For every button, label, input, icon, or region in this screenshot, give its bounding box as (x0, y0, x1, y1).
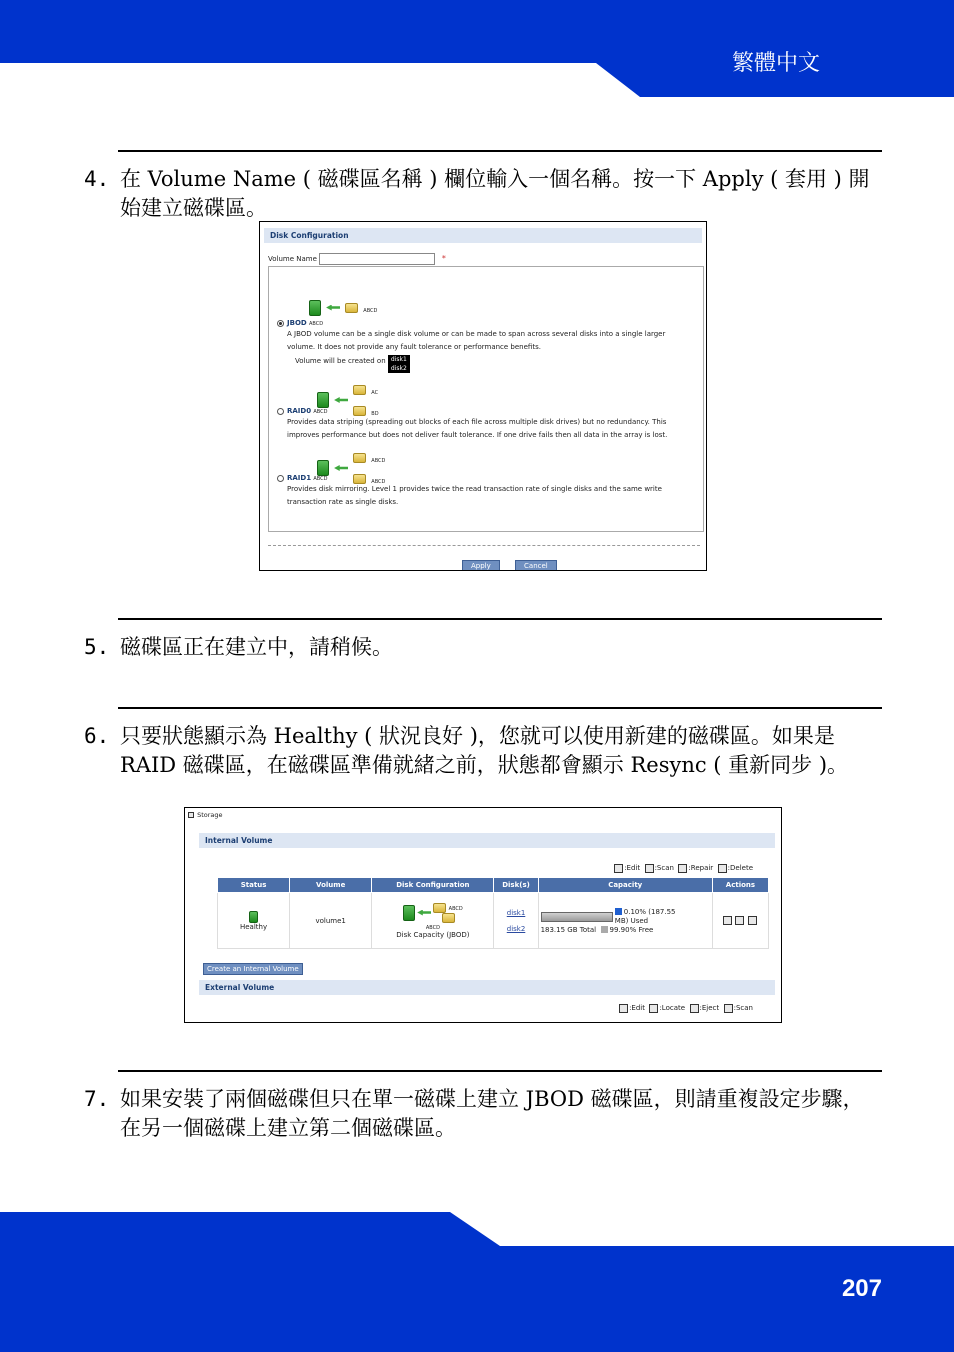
raid0-radio[interactable] (277, 408, 284, 415)
disk-label: ABCD (371, 479, 386, 485)
arrow-left-icon (334, 465, 348, 471)
legend-eject: :Eject (699, 1004, 720, 1012)
option-name: RAID1 (287, 474, 312, 482)
storage-screenshot (184, 807, 782, 1023)
description-line: Provides data striping (spreading out blocks of each file across multiple disk drives) but no redundancy. This (287, 418, 667, 426)
volume-icon (309, 300, 321, 316)
raid0-description (287, 416, 667, 442)
disk1-link[interactable]: disk1 (506, 908, 526, 917)
legend-edit: :Edit (629, 1004, 645, 1012)
raid1-description (287, 483, 662, 509)
step-number: 5. (84, 635, 110, 659)
language-label: 繁體中文 (731, 51, 820, 76)
repair-icon (678, 864, 687, 873)
legend-locate: :Locate (659, 1004, 686, 1012)
description-line: Provides disk mirroring. Level 1 provides twice the read transaction rate of single disks and the same write (287, 485, 662, 493)
step-number: 6. (84, 724, 110, 748)
raid1-radio[interactable] (277, 475, 284, 482)
disk2-link[interactable]: disk2 (506, 924, 526, 933)
disk-label: BD (371, 411, 379, 417)
legend-repair: :Repair (688, 864, 714, 872)
disk-label: ABCD (308, 321, 324, 327)
legend-edit: :Edit (624, 864, 641, 872)
actions-cell (712, 893, 768, 949)
scan-icon (724, 1004, 733, 1013)
edit-icon[interactable] (723, 916, 732, 925)
footer-band (0, 1210, 954, 1352)
created-on-label: Volume will be created on (295, 357, 386, 365)
capacity-cell (538, 893, 712, 949)
step-7 (84, 1085, 884, 1143)
page-number: 207 (841, 1275, 882, 1302)
disk-list-item[interactable]: disk2 (390, 365, 407, 372)
section-divider (118, 150, 882, 152)
description-line: improves performance but does not deliver fault tolerance. If one drive fails then all data in the array is lost. (287, 431, 668, 439)
locate-icon (649, 1004, 658, 1013)
internal-volume-title: Internal Volume (199, 833, 775, 848)
raid-options-box (268, 266, 704, 532)
description-line: A JBOD volume can be a single disk volume or can be made to span across several disks into a single larger (287, 330, 666, 338)
volume-name-row (268, 252, 446, 266)
table-header-row (218, 878, 769, 893)
panel-title: Disk Configuration (264, 228, 702, 243)
column-header: Capacity (538, 878, 712, 893)
step-5 (84, 633, 884, 662)
apply-button[interactable]: Apply (462, 560, 500, 571)
create-volume-row (203, 956, 303, 975)
disk-list[interactable] (388, 355, 410, 373)
step-number: 4. (84, 167, 110, 191)
window-title: Storage (197, 811, 223, 819)
disk-icon (345, 303, 358, 313)
disk-stack (433, 903, 462, 923)
arrow-left-icon (334, 397, 348, 403)
option-name: RAID0 (287, 407, 312, 415)
step-number: 7. (84, 1087, 110, 1111)
form-buttons (462, 553, 557, 571)
option-name: JBOD (287, 319, 307, 327)
disk-label: ABCD (363, 308, 378, 314)
total-text: 183.15 GB Total (540, 925, 597, 934)
jbod-description (287, 328, 665, 354)
healthy-volume-icon (249, 911, 258, 923)
legend-scan: :Scan (733, 1004, 753, 1012)
step-text: 在 Volume Name ( 磁碟區名稱 ) 欄位輸入一個名稱。按一下 Apply ( 套用 ) 開始建立磁碟區。 (120, 167, 870, 220)
cancel-button[interactable]: Cancel (515, 560, 557, 571)
edit-icon (614, 864, 623, 873)
delete-icon (718, 864, 727, 873)
grid-icon (188, 812, 194, 818)
column-header: Actions (712, 878, 768, 893)
disk-label: ABCD (425, 924, 440, 931)
disk-list-item[interactable]: disk1 (390, 356, 407, 363)
column-header: Volume (290, 878, 372, 893)
edit-icon (619, 1004, 628, 1013)
step-text: 只要狀態顯示為 Healthy ( 狀況良好 )，您就可以使用新建的磁碟區。如果是 RAID 磁碟區，在磁碟區準備就緒之前，狀態都會顯示 Resync ( 重新同步 )。 (120, 724, 849, 777)
arrow-left-icon (326, 305, 340, 311)
disk-label: ABCD (448, 905, 463, 912)
section-divider (118, 1070, 882, 1072)
striped-disks (353, 379, 378, 421)
disk-icon (353, 474, 366, 484)
scan-icon (645, 864, 654, 873)
disk-icon (433, 903, 446, 913)
column-header: Disk Configuration (372, 878, 494, 893)
created-on-row (295, 355, 410, 373)
status-text: Healthy (239, 922, 268, 931)
jbod-diagram (309, 297, 377, 318)
step-text: 磁碟區正在建立中，請稍候。 (120, 635, 393, 659)
jbod-radio[interactable] (277, 320, 284, 327)
legend-delete: :Delete (727, 864, 753, 872)
volume-cell: volume1 (290, 893, 372, 949)
disk-config-text: Disk Capacity (JBOD) (396, 930, 470, 939)
description-line: transaction rate as single disks. (287, 498, 399, 506)
column-header: Status (218, 878, 290, 893)
window-title-row (188, 809, 223, 822)
scan-icon[interactable] (735, 916, 744, 925)
capacity-bar (541, 912, 613, 922)
internal-toolbar-legend (614, 862, 753, 875)
disks-cell (494, 893, 538, 949)
dotted-divider (268, 545, 700, 546)
disk-label: ABCD (313, 409, 328, 415)
disk-label: ABCD (371, 458, 386, 464)
delete-icon[interactable] (748, 916, 757, 925)
used-line-1: 0.10% (187.55 (623, 907, 676, 916)
external-toolbar-legend (619, 1002, 753, 1015)
description-line: volume. It does not provide any fault tolerance or performance benefits. (287, 343, 541, 351)
disk-config-cell (372, 893, 494, 949)
disk-icon (353, 385, 366, 395)
step-6 (84, 722, 884, 780)
legend-scan: :Scan (654, 864, 674, 872)
used-line-2: MB) Used (614, 916, 649, 925)
create-internal-volume-button[interactable]: Create an Internal Volume (203, 963, 303, 975)
step-4 (84, 165, 884, 223)
arrow-left-icon (417, 910, 431, 916)
external-volume-title: External Volume (199, 980, 775, 995)
step-text: 如果安裝了兩個磁碟但只在單一磁碟上建立 JBOD 磁碟區，則請重複設定步驟，在另一個磁碟上建立第二個磁碟區。 (120, 1087, 864, 1140)
disk-icon (442, 913, 455, 923)
used-text (615, 908, 676, 926)
table-row (218, 893, 769, 949)
volume-icon (403, 905, 415, 921)
free-swatch (601, 926, 608, 933)
footer-shape (0, 1210, 954, 1352)
required-mark: * (441, 254, 446, 263)
section-divider (118, 707, 882, 709)
free-text: 99.90% Free (609, 925, 654, 934)
internal-volume-table (217, 877, 769, 949)
disk-configuration-screenshot (259, 221, 707, 571)
disk-icon (353, 406, 366, 416)
eject-icon (690, 1004, 699, 1013)
used-swatch (615, 908, 622, 915)
disk-icon (353, 453, 366, 463)
disk-label: ABCD (313, 476, 328, 482)
status-cell (218, 893, 290, 949)
column-header: Disk(s) (494, 878, 538, 893)
disk-label: AC (371, 390, 379, 396)
volume-name-input[interactable] (319, 253, 435, 265)
section-divider (118, 618, 882, 620)
volume-name-label: Volume Name (268, 255, 317, 263)
